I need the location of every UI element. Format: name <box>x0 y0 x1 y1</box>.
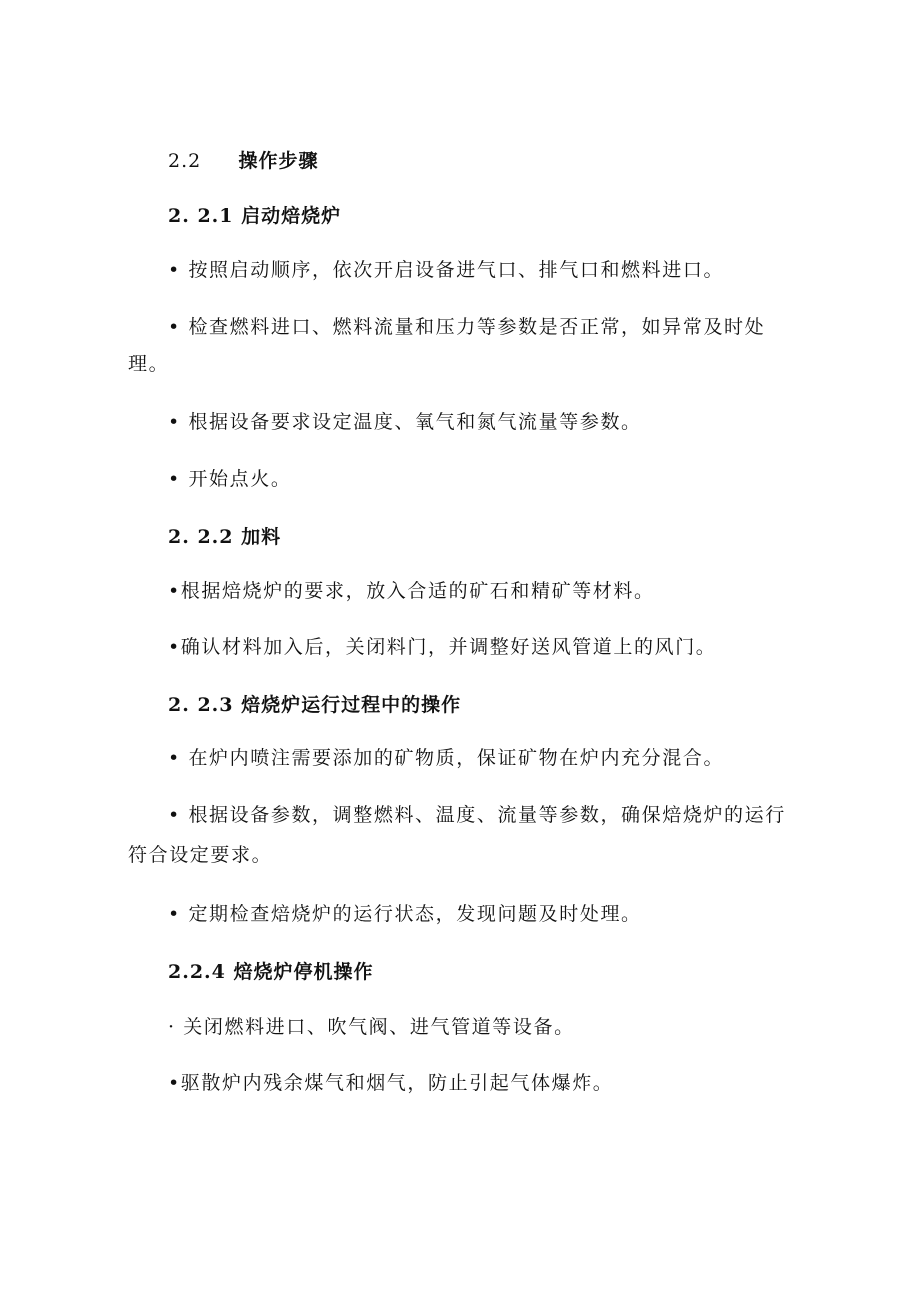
list-item: • 在炉内喷注需要添加的矿物质，保证矿物在炉内充分混合。 <box>168 747 725 769</box>
subsection-heading-2-2-2: 2. 2.2 加料 <box>168 526 282 548</box>
section-number: 2.2 <box>168 150 202 172</box>
list-item: • 根据设备参数，调整燃料、温度、流量等参数，确保焙烧炉的运行 <box>168 804 786 826</box>
list-item: · 关闭燃料进口、吹气阀、进气管道等设备。 <box>168 1016 575 1038</box>
list-item: • 检查燃料进口、燃料流量和压力等参数是否正常，如异常及时处 <box>168 316 766 338</box>
subsection-heading-2-2-4: 2.2.4 焙烧炉停机操作 <box>168 961 374 983</box>
subsection-heading-2-2-1: 2. 2.1 启动焙烧炉 <box>168 205 342 227</box>
list-item-continuation: 符合设定要求。 <box>128 844 273 866</box>
list-item: •确认材料加入后，关闭料门，并调整好送风管道上的风门。 <box>168 636 717 658</box>
list-item: •根据焙烧炉的要求，放入合适的矿石和精矿等材料。 <box>168 580 655 602</box>
list-item: • 按照启动顺序，依次开启设备进气口、排气口和燃料进口。 <box>168 259 725 281</box>
subsection-heading-2-2-3: 2. 2.3 焙烧炉运行过程中的操作 <box>168 694 462 716</box>
list-item: •驱散炉内残余煤气和烟气，防止引起气体爆炸。 <box>168 1072 614 1094</box>
list-item: • 根据设备要求设定温度、氧气和氮气流量等参数。 <box>168 411 642 433</box>
section-heading <box>168 149 318 173</box>
list-item-continuation: 理。 <box>128 353 170 375</box>
section-title: 操作步骤 <box>238 150 319 172</box>
list-item: • 定期检查焙烧炉的运行状态，发现问题及时处理。 <box>168 903 642 925</box>
list-item: • 开始点火。 <box>168 468 292 490</box>
